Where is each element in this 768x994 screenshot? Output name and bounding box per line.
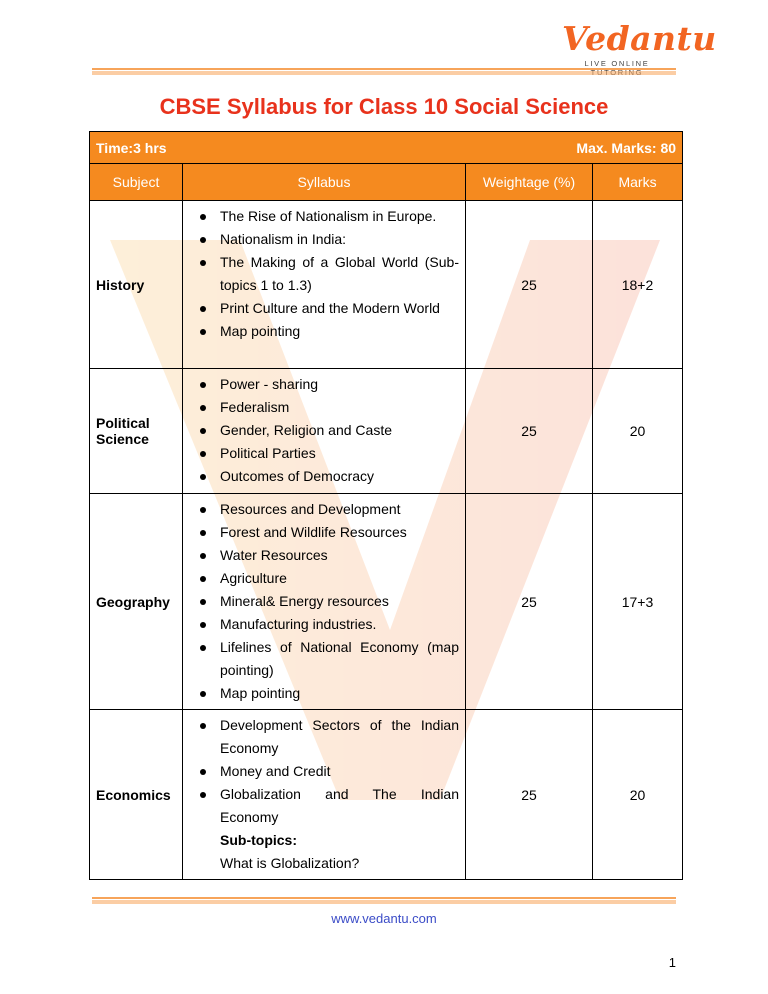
max-marks-label: Max. Marks: 80	[576, 139, 677, 156]
list-item: Manufacturing industries.	[191, 613, 459, 636]
page-number: 1	[668, 955, 676, 970]
time-label: Time:3 hrs	[96, 139, 167, 156]
subject-cell: History	[90, 201, 183, 369]
list-item: Print Culture and the Modern World	[191, 297, 459, 320]
marks-cell: 18+2	[593, 201, 683, 369]
footer-link[interactable]: www.vedantu.com	[331, 911, 437, 926]
list-item: Power - sharing	[191, 373, 459, 396]
syllabus-cell	[183, 494, 466, 710]
marks-cell: 20	[593, 710, 683, 880]
list-item: Lifelines of National Economy (map pointing)	[191, 636, 459, 682]
list-item: Resources and Development	[191, 498, 459, 521]
column-header-weightage: Weightage (%)	[466, 164, 593, 201]
table-row	[90, 369, 683, 494]
subtopics-label: Sub-topics:	[220, 832, 297, 848]
list-item: Outcomes of Democracy	[191, 465, 459, 488]
weightage-cell: 25	[466, 369, 593, 494]
list-item: The Making of a Global World (Sub-topics 1 to 1.3)	[191, 251, 459, 297]
subject-cell: Political Science	[90, 369, 183, 494]
syllabus-table	[89, 131, 683, 880]
logo-tagline: LIVE ONLINE	[584, 59, 650, 68]
footer-divider-shadow	[92, 900, 676, 904]
exam-info-bar	[90, 132, 683, 164]
table-row	[90, 710, 683, 880]
syllabus-cell	[183, 710, 466, 880]
column-header-subject: Subject	[90, 164, 183, 201]
list-item: Mineral& Energy resources	[191, 590, 459, 613]
column-header-syllabus: Syllabus	[183, 164, 466, 201]
weightage-cell: 25	[466, 201, 593, 369]
list-item: Development Sectors of the Indian Economy	[191, 714, 459, 760]
marks-cell: 20	[593, 369, 683, 494]
list-item: Map pointing	[191, 320, 459, 343]
logo-wordmark: Vedantu	[562, 19, 717, 58]
column-header-marks: Marks	[593, 164, 683, 201]
subject-cell: Economics	[90, 710, 183, 880]
marks-cell: 17+3	[593, 494, 683, 710]
list-item: Gender, Religion and Caste	[191, 419, 459, 442]
footer-divider	[92, 897, 676, 899]
header-divider	[92, 68, 676, 70]
weightage-cell: 25	[466, 494, 593, 710]
list-item: The Rise of Nationalism in Europe.	[191, 205, 459, 228]
list-item: Globalization and The Indian Economy	[191, 783, 459, 829]
table-row	[90, 201, 683, 369]
table-row	[90, 494, 683, 710]
list-item: Political Parties	[191, 442, 459, 465]
page-title: CBSE Syllabus for Class 10 Social Science	[159, 94, 609, 119]
syllabus-cell	[183, 369, 466, 494]
header-divider-shadow	[92, 71, 676, 75]
list-item: Map pointing	[191, 682, 459, 705]
list-item: Forest and Wildlife Resources	[191, 521, 459, 544]
table-header-row	[90, 164, 683, 201]
syllabus-cell	[183, 201, 466, 369]
list-item: Agriculture	[191, 567, 459, 590]
list-item: Federalism	[191, 396, 459, 419]
subject-cell: Geography	[90, 494, 183, 710]
list-item: Water Resources	[191, 544, 459, 567]
list-item: Money and Credit	[191, 760, 459, 783]
list-item: Nationalism in India:	[191, 228, 459, 251]
weightage-cell: 25	[466, 710, 593, 880]
subtopics-text: What is Globalization?	[220, 855, 360, 871]
